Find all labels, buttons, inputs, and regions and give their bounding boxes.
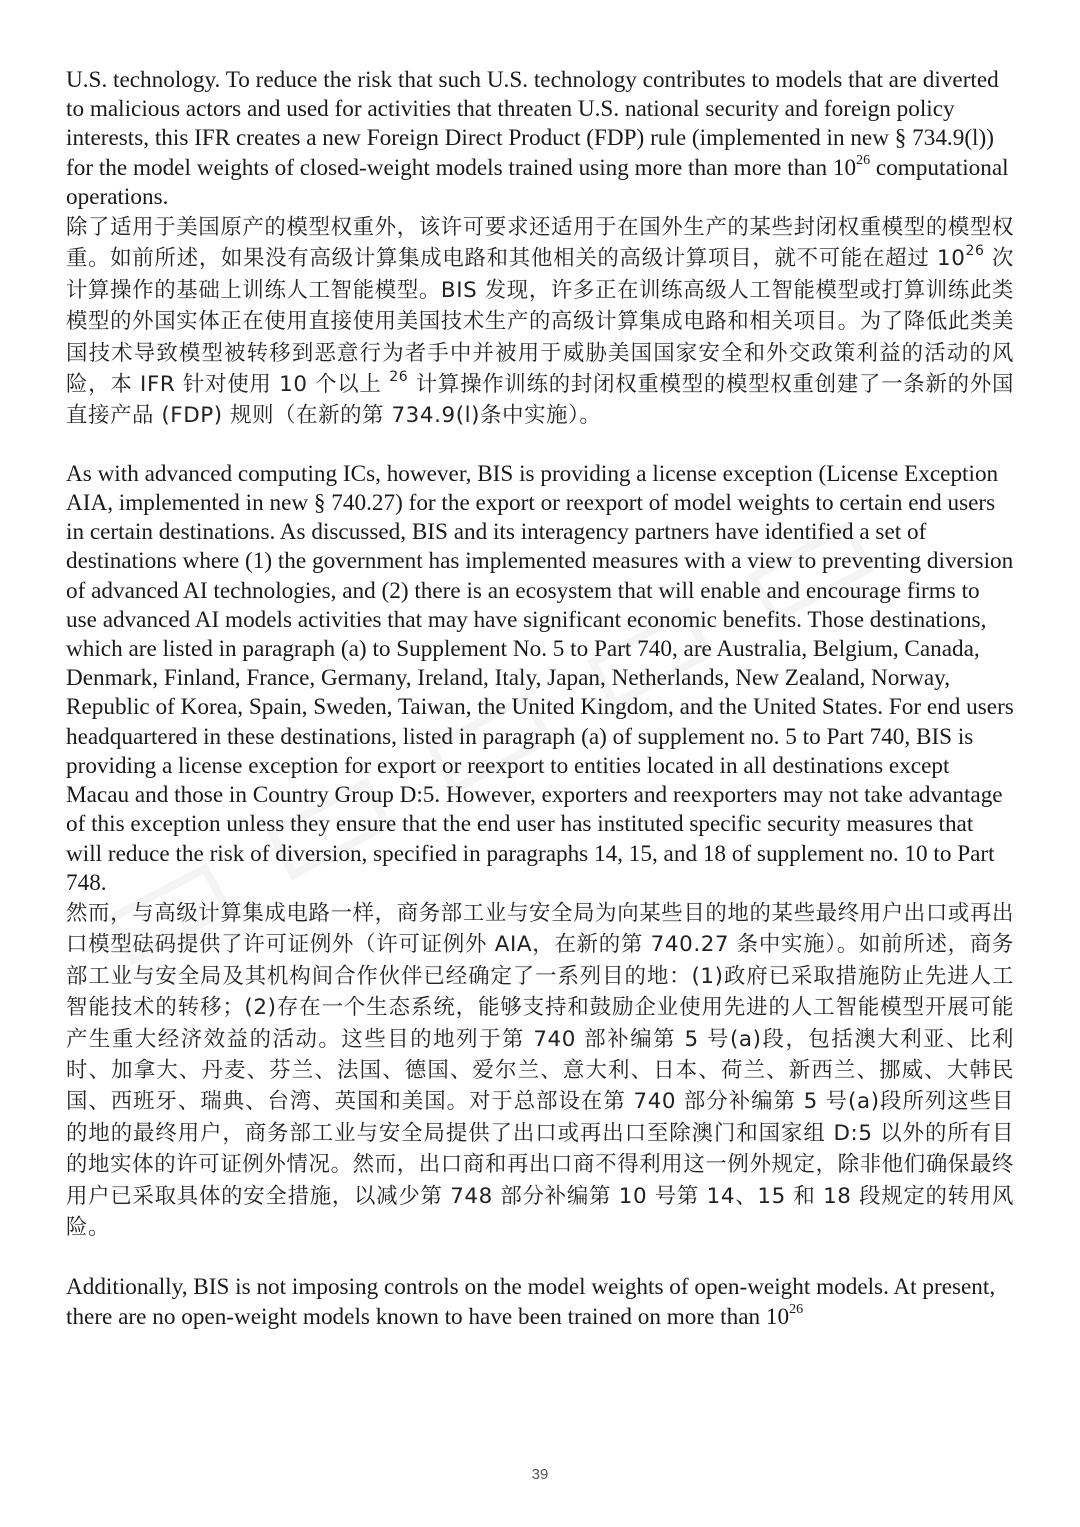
exponent: 26 (389, 368, 409, 385)
paragraph-1-english (66, 66, 1014, 212)
page-number: 39 (531, 1466, 549, 1483)
paragraph-2-english: As with advanced computing ICs, however, BIS is providing a license exception (License Exception AIA, implemented in new § 740.27) for the export or reexport of model weights to certain end users in certain destinations. As discussed, BIS and its interagency partners have identified a set of destinations where (1) the government has implemented measures with a view to preventing diversion of advanced AI technologies, and (2) there is an ecosystem that will enable and encourage firms to use advanced AI models activities that may have significant economic benefits. Those destinations, which are listed in paragraph (a) to Supplement No. 5 to Part 740, are Australia, Belgium, Canada, Denmark, Finland, France, Germany, Ireland, Italy, Japan, Netherlands, New Zealand, Norway, Republic of Korea, Spain, Sweden, Taiwan, the United Kingdom, and the United States. For end users headquartered in these destinations, listed in paragraph (a) of supplement no. 5 to Part 740, BIS is providing a license exception for export or reexport to entities located in all destinations except Macau and those in Country Group D:5. However, exporters and reexporters may not take advantage of this exception unless they ensure that the end user has instituted specific security measures that will reduce the risk of diversion, specified in paragraphs 14, 15, and 18 of supplement no. 10 to Part 748. (66, 460, 1014, 896)
paragraph-1-chinese-part1: 除了适用于美国原产的模型权重外，该许可要求还适用于在国外生产的某些封闭权重模型的模型权重。如前所述，如果没有高级计算集成电路和其他相关的高级计算项目，就不可能在超过 10 (66, 215, 1014, 272)
paragraph-gap (66, 1243, 1014, 1273)
paragraph-3-english (66, 1273, 1014, 1331)
exponent: 26 (789, 1301, 804, 1317)
paragraph-gap (66, 432, 1014, 460)
page-body (66, 66, 1014, 1332)
paragraph-1-chinese-part3: 计算操作训练的封闭权重模型的模型权重创建了一条新的外国直接产品 (FDP) 规则（在新的第 734.9(l)条中实施）。 (66, 372, 1014, 429)
exponent: 26 (856, 152, 871, 168)
paragraph-1-english-text: U.S. technology. To reduce the risk that such U.S. technology contributes to models that are diverted to malicious actors and used for activities that threaten U.S. national security and foreign policy interests, this IFR creates a new Foreign Direct Product (FDP) rule (implemented in new § 734.9(l)) for the model weights of closed-weight models trained using more than more than 10 (66, 67, 999, 181)
paragraph-1-english-tail: computational operations. (66, 154, 1009, 210)
paragraph-2-chinese: 然而，与高级计算集成电路一样，商务部工业与安全局为向某些目的地的某些最终用户出口或再出口模型砝码提供了许可证例外（许可证例外 AIA，在新的第 740.27 条中实施）。如前所述，商务部工业与安全局及其机构间合作伙伴已经确定了一系列目的地：(1)政府已采取措施防止先进人工智能技术的转移；(2)存在一个生态系统，能够支持和鼓励企业使用先进的人工智能模型开展可能产生重大经济效益的活动。这些目的地列于第 740 部补编第 5 号(a)段，包括澳大利亚、比利时、加拿大、丹麦、芬兰、法国、德国、爱尔兰、意大利、日本、荷兰、新西兰、挪威、大韩民国、西班牙、瑞典、台湾、英国和美国。对于总部设在第 740 部分补编第 5 号(a)段所列这些目的地的最终用户，商务部工业与安全局提供了出口或再出口至除澳门和国家组 D:5 以外的所有目的地实体的许可证例外情况。然而，出口商和再出口商不得利用这一例外规定，除非他们确保最终用户已采取具体的安全措施，以减少第 748 部分补编第 10 号第 14、15 和 18 段规定的转用风险。 (66, 900, 1014, 1240)
paragraph-1-chinese-part2: 次计算操作的基础上训练人工智能模型。BIS 发现，许多正在训练高级人工智能模型或打算训练此类模型的外国实体正在使用直接使用美国技术生产的高级计算集成电路和相关项目。为了降低此类美国技术导致模型被转移到恶意行为者手中并被用于威胁美国国家安全和外交政策利益的活动的风险，本 IFR 针对使用 10 个以上 (66, 246, 1014, 398)
paragraph-1-chinese (66, 212, 1014, 432)
exponent: 26 (965, 243, 985, 260)
paragraph-3-english-text: Additionally, BIS is not imposing controls on the model weights of open-weight models. At present, there are no open-weight models known to have been trained on more than 10 (66, 1274, 996, 1330)
